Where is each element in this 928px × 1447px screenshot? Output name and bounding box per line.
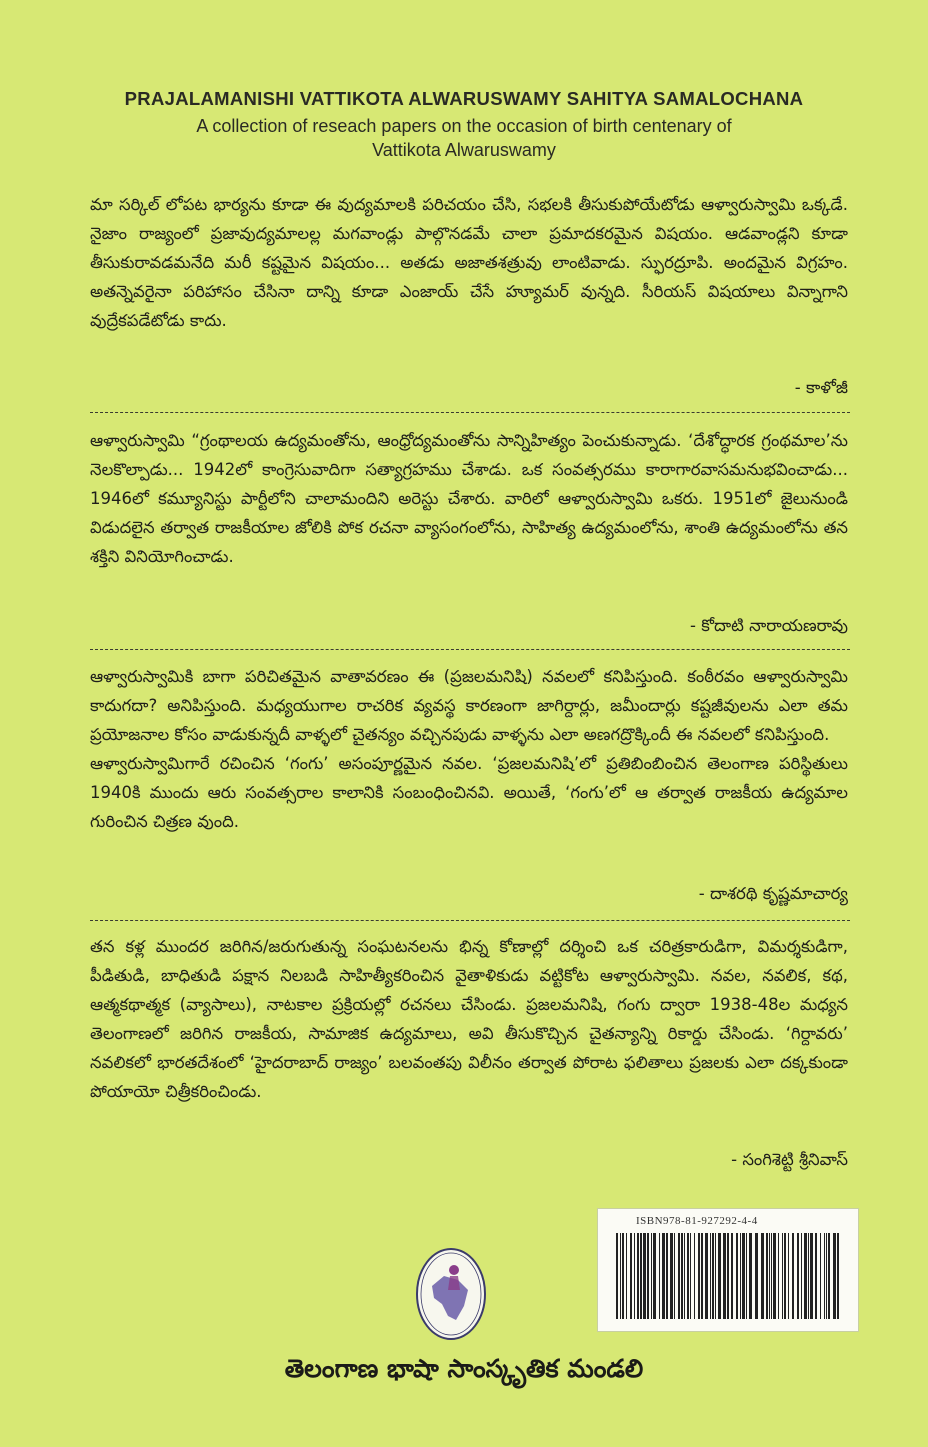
barcode-bar bbox=[808, 1233, 809, 1319]
barcode-bar bbox=[773, 1233, 776, 1319]
barcode-bar bbox=[727, 1233, 729, 1319]
barcode-bar bbox=[712, 1233, 714, 1319]
isbn-number: ISBN978-81-927292-4-4 bbox=[636, 1215, 758, 1227]
barcode-bar bbox=[731, 1233, 733, 1319]
quote-text: ఆళ్వారుస్వామికి బాగా పరిచితమైన వాతావరణం ఈ (ప్రజలమనిషి) నవలలో కనిపిస్తుంది. కంఠీరవం ఆళ్వారుస్వామి కాదుగదా? అనిపిస్తుంది. మధ్యయుగాల రాచరిక వ్యవస్థ కారణంగా జాగిర్దార్లు, జమీందార్లు కష్టజీవులను ఎలా తమ ప్రయోజనాల కోసం వాడుకున్నదీ వాళ్ళలో చైతన్యం వచ్చినపుడు వాళ్ళను ఎలా అణగద్రొక్కిందీ ఈ నవలలో కనిపిస్తుంది. bbox=[90, 667, 848, 744]
barcode-bar bbox=[647, 1233, 649, 1319]
barcode-bar bbox=[826, 1233, 827, 1319]
subtitle-line-1: A collection of reseach papers on the occasion of birth centenary of bbox=[196, 116, 732, 136]
barcode-bar bbox=[634, 1233, 635, 1319]
barcode-bar bbox=[662, 1233, 665, 1319]
barcode-bar bbox=[792, 1233, 794, 1319]
book-title: PRAJALAMANISHI VATTIKOTA ALWARUSWAMY SAHITYA SAMALOCHANA bbox=[124, 88, 804, 109]
quote-author: - దాశరథి కృష్ణమాచార్య bbox=[698, 884, 848, 903]
barcode-bar bbox=[784, 1233, 786, 1319]
barcode-bar bbox=[690, 1233, 691, 1319]
quote-author: - సంగిశెట్టి శ్రీనివాస్ bbox=[731, 1150, 848, 1169]
barcode-bar bbox=[651, 1233, 652, 1319]
barcode-bar bbox=[766, 1233, 768, 1319]
barcode-bar bbox=[749, 1233, 752, 1319]
barcode-bar bbox=[698, 1233, 700, 1319]
barcode-bars bbox=[614, 1233, 842, 1319]
barcode-bar bbox=[746, 1233, 747, 1319]
barcode-bar bbox=[797, 1233, 799, 1319]
quote-text: మా సర్కిల్ లోపట భార్యను కూడా ఈ వుద్యమాలకి పరిచయం చేసి, సభలకి తీసుకుపోయేటోడు ఆళ్వారుస్వామి ఒక్కడే. నైజాం రాజ్యంలో ప్రజావుద్యమాలల్ల మగవాండ్లు పాల్గొనడమే చాలా ప్రమాదకరమైన విషయం. ఆడవాండ్లని కూడా తీసుకురావడమనేది మరీ కష్టమైన విషయం... అతడు అజాతశత్రువు లాంటివాడు. స్ఫురద్రూపి. అందమైన విగ్రహం. అతన్నెవరైనా పరిహాసం చేసినా దాన్ని కూడా ఎంజాయ్ చేసే హ్యూమర్ వున్నది. సీరియస్ విషయాలు విన్నాగాని వుద్రేకపడేటోడు కాదు. bbox=[90, 195, 848, 330]
barcode-bar bbox=[659, 1233, 660, 1319]
barcode-bar bbox=[801, 1233, 802, 1319]
barcode-bar bbox=[705, 1233, 708, 1319]
barcode-bar bbox=[769, 1233, 770, 1319]
barcode-bar bbox=[626, 1233, 627, 1319]
barcode-bar bbox=[670, 1233, 673, 1319]
barcode-bar bbox=[742, 1233, 745, 1319]
barcode-bar bbox=[701, 1233, 703, 1319]
barcode-bar bbox=[828, 1233, 830, 1319]
barcode-bar bbox=[718, 1233, 721, 1319]
book-subtitle bbox=[0, 114, 928, 162]
barcode-bar bbox=[681, 1233, 683, 1319]
barcode-bar bbox=[782, 1233, 783, 1319]
barcode-bar bbox=[788, 1233, 789, 1319]
quote-author: - కాళోజీ bbox=[794, 378, 848, 397]
quote-text-2: ఆళ్వారుస్వామిగారే రచించిన ‘గంగు’ అసంపూర్ణమైన నవల. ‘ప్రజలమనిషి’లో ప్రతిబింబించిన తెలంగాణ పరిస్థితులు 1940కి ముందు ఆరు సంవత్సరాల కాలానికి సంబంధించినవి. అయితే, ‘గంగు’లో ఆ తర్వాత రాజకీయ ఉద్యమాల గురించిన చిత్రణ వుంది. bbox=[90, 754, 848, 831]
barcode-bar bbox=[637, 1233, 639, 1319]
quote-kodati bbox=[90, 426, 848, 571]
barcode-bar bbox=[723, 1233, 726, 1319]
barcode-bar bbox=[653, 1233, 656, 1319]
barcode-bar bbox=[755, 1233, 758, 1319]
barcode-bar bbox=[833, 1233, 836, 1319]
barcode-bar bbox=[761, 1233, 764, 1319]
barcode-bar bbox=[715, 1233, 716, 1319]
section-divider bbox=[90, 920, 850, 921]
quote-kaloji bbox=[90, 190, 848, 335]
publisher-logo bbox=[414, 1246, 488, 1342]
quote-text: ఆళ్వారుస్వామి “గ్రంథాలయ ఉద్యమంతోను, ఆంధ్రోద్యమంతోను సాన్నిహిత్యం పెంచుకున్నాడు. ‘దేశోద్ధారక గ్రంథమాల’ను నెలకొల్పాడు... 1942లో కాంగ్రెసువాదిగా సత్యాగ్రహము చేశాడు. ఒక సంవత్సరము కారాగారవాసమనుభవించాడు... 1946లో కమ్యూనిస్టు పార్టీలోని చాలామందిని అరెస్టు చేశారు. వారిలో ఆళ్వారుస్వామి ఒకరు. 1951లో జైలునుండి విడుదలైన తర్వాత రాజకీయాల జోలికి పోక రచనా వ్యాసంగంలోను, సాహిత్య ఉద్యమంలోను, శాంతి ఉద్యమంలోను తన శక్తిని వినియోగించాడు. bbox=[90, 431, 848, 566]
barcode-bar bbox=[678, 1233, 680, 1319]
publisher-name: తెలంగాణ భాషా సాంస్కృతిక మండలి bbox=[284, 1354, 644, 1383]
section-divider bbox=[90, 412, 850, 413]
barcode-bar bbox=[620, 1233, 621, 1319]
barcode-bar bbox=[810, 1233, 813, 1319]
barcode-bar bbox=[824, 1233, 825, 1319]
isbn-barcode bbox=[597, 1208, 859, 1332]
barcode-bar bbox=[804, 1233, 807, 1319]
quote-author: - కోదాటి నారాయణరావు bbox=[690, 616, 848, 635]
barcode-bar bbox=[820, 1233, 821, 1319]
barcode-bar bbox=[643, 1233, 646, 1319]
barcode-bar bbox=[666, 1233, 668, 1319]
barcode-bar bbox=[687, 1233, 689, 1319]
section-divider bbox=[90, 649, 850, 650]
barcode-bar bbox=[630, 1233, 632, 1319]
barcode-bar bbox=[736, 1233, 738, 1319]
header bbox=[0, 88, 928, 162]
barcode-bar bbox=[740, 1233, 741, 1319]
barcode-bar bbox=[622, 1233, 624, 1319]
barcode-bar bbox=[684, 1233, 685, 1319]
barcode-bar bbox=[837, 1233, 839, 1319]
quote-dasarathi bbox=[90, 662, 848, 836]
quote-text: తన కళ్ల ముందర జరిగిన/జరుగుతున్న సంఘటనలను భిన్న కోణాల్లో దర్శించి ఒక చరిత్రకారుడిగా, విమర్శకుడిగా, పీడితుడి, బాధితుడి పక్షాన నిలబడి సాహిత్యీకరించిన వైతాళికుడు వట్టికోట ఆళ్వారుస్వామి. నవల, నవలిక, కథ, ఆత్మకథాత్మక (వ్యాసాలు), నాటకాల ప్రక్రియల్లో రచనలు చేసిండు. ప్రజలమనిషి, గంగు ద్వారా 1938-48ల మధ్యన తెలంగాణలో జరిగిన రాజకీయ, సామాజిక ఉద్యమాలు, అవి తీసుకొచ్చిన చైతన్యాన్ని రికార్డు చేసిండు. ‘గిర్దావరు’ నవలికలో భారతదేశంలో ‘హైదరాబాద్ రాజ్యం’ బలవంతపు విలీనం తర్వాత పోరాట ఫలితాలు ప్రజలకు ఎలా దక్కకుండా పోయాయో చిత్రీకరించిండు. bbox=[90, 937, 848, 1101]
barcode-bar bbox=[778, 1233, 779, 1319]
barcode-bar bbox=[771, 1233, 772, 1319]
quote-sangisetti bbox=[90, 932, 848, 1106]
subtitle-line-2: Vattikota Alwaruswamy bbox=[372, 140, 556, 160]
barcode-bar bbox=[694, 1233, 695, 1319]
barcode-bar bbox=[640, 1233, 642, 1319]
barcode-bar bbox=[674, 1233, 675, 1319]
barcode-bar bbox=[616, 1233, 618, 1319]
barcode-bar bbox=[815, 1233, 817, 1319]
barcode-bar bbox=[710, 1233, 711, 1319]
